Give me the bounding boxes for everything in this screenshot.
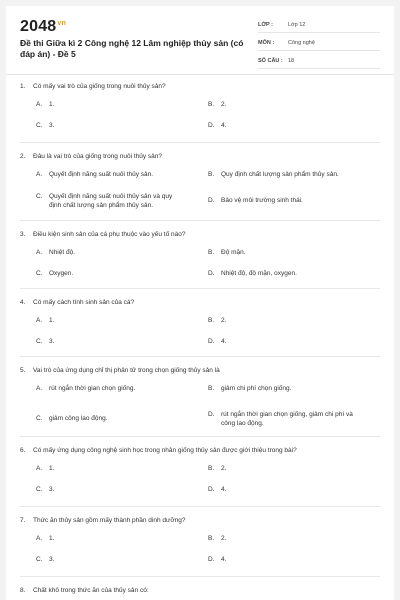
question-item <box>20 446 380 497</box>
meta-question-count <box>258 54 380 69</box>
option-letter: A. <box>36 317 43 324</box>
answer-option[interactable] <box>36 316 186 325</box>
option-letter: C. <box>36 556 43 563</box>
option-text: 4. <box>221 122 227 129</box>
site-logo[interactable] <box>20 18 66 36</box>
option-text: 4. <box>221 556 227 563</box>
answer-option[interactable] <box>36 485 186 494</box>
option-text: 2. <box>221 465 227 472</box>
option-letter: D. <box>208 270 215 277</box>
option-text: 2. <box>221 317 227 324</box>
question-item <box>20 82 380 133</box>
answer-option[interactable] <box>36 534 186 543</box>
option-letter: B. <box>208 317 215 324</box>
question-number: 4. <box>20 299 26 306</box>
question-number: 6. <box>20 447 26 454</box>
exam-meta <box>258 18 380 72</box>
answer-options <box>36 384 380 427</box>
question-text <box>20 82 380 91</box>
option-letter: C. <box>36 338 43 345</box>
question-divider <box>20 356 380 357</box>
option-letter: A. <box>36 249 43 256</box>
question-item <box>20 516 380 567</box>
option-text: 3. <box>49 556 55 563</box>
question-prompt: Đâu là vai trò của giống trong nuôi thủy sản? <box>33 153 163 160</box>
meta-value: Công nghệ <box>288 40 315 46</box>
option-text: 2. <box>221 101 227 108</box>
question-divider <box>20 506 380 507</box>
option-text: Nhiệt độ, độ mặn, oxygen. <box>221 270 297 277</box>
option-letter: C. <box>36 270 43 277</box>
meta-label: LỚP : <box>258 22 273 28</box>
question-text <box>20 366 380 375</box>
question-item <box>20 230 380 281</box>
option-text: rút ngắn thời gian chọn giống. <box>49 385 136 392</box>
question-prompt: Thức ăn thủy sản gồm mấy thành phần dinh dưỡng? <box>33 517 186 524</box>
option-letter: B. <box>208 385 215 392</box>
option-text: rút ngắn thời gian chọn giống, giảm chi phí và công lao động. <box>221 411 353 427</box>
option-text: 2. <box>221 535 227 542</box>
answer-option[interactable] <box>208 121 358 130</box>
answer-options <box>36 248 380 281</box>
question-item <box>20 586 380 600</box>
option-letter: A. <box>36 535 43 542</box>
option-letter: A. <box>36 465 43 472</box>
question-text <box>20 516 380 525</box>
question-divider <box>20 436 380 437</box>
option-letter: D. <box>208 486 215 493</box>
option-letter: D. <box>208 122 215 129</box>
answer-option[interactable] <box>36 414 186 423</box>
option-text: 3. <box>49 486 55 493</box>
answer-option[interactable] <box>208 555 358 564</box>
option-letter: B. <box>208 465 215 472</box>
option-text: Quyết định năng suất nuôi thủy sản. <box>49 171 154 178</box>
answer-option[interactable] <box>208 248 358 257</box>
exam-header <box>6 6 394 75</box>
answer-option[interactable] <box>208 196 358 205</box>
option-text: giảm công lao động. <box>49 415 108 422</box>
question-number: 5. <box>20 367 26 374</box>
page-title: Đề thi Giữa kì 2 Công nghệ 12 Lâm nghiệp thủy sản (có đáp án) - Đề 5 <box>20 38 244 59</box>
question-prompt: Chất khô trong thức ăn của thủy sản có: <box>33 587 149 594</box>
option-letter: D. <box>208 556 215 563</box>
answer-options <box>36 316 380 349</box>
answer-option[interactable] <box>36 337 186 346</box>
answer-option[interactable] <box>36 464 186 473</box>
answer-options <box>36 170 380 208</box>
question-item <box>20 152 380 208</box>
option-text: Quy định chất lượng sản phẩm thủy sản. <box>221 171 339 178</box>
option-letter: D. <box>208 197 215 204</box>
meta-label: MÔN : <box>258 40 275 46</box>
option-text: 1. <box>49 317 55 324</box>
answer-option[interactable] <box>208 100 358 109</box>
answer-option[interactable] <box>208 316 358 325</box>
question-number: 7. <box>20 517 26 524</box>
option-letter: B. <box>208 171 215 178</box>
answer-option[interactable] <box>36 555 186 564</box>
question-number: 2. <box>20 153 26 160</box>
answer-option[interactable] <box>36 384 186 393</box>
answer-option[interactable] <box>36 269 186 278</box>
option-text: Nhiệt độ. <box>49 249 76 256</box>
answer-options <box>36 534 380 567</box>
answer-option[interactable] <box>208 337 358 346</box>
option-letter: C. <box>36 193 43 200</box>
option-text: Quyết định năng suất nuôi thủy sản và quy định chất lượng sản phẩm thủy sản. <box>49 193 173 209</box>
option-text: 4. <box>221 486 227 493</box>
option-letter: A. <box>36 171 43 178</box>
question-item <box>20 298 380 349</box>
option-text: Oxygen. <box>49 270 74 277</box>
exam-page <box>6 6 394 600</box>
answer-option[interactable] <box>208 170 358 179</box>
answer-option[interactable] <box>208 410 358 428</box>
option-text: 3. <box>49 338 55 345</box>
question-divider <box>20 288 380 289</box>
question-number: 3. <box>20 231 26 238</box>
option-text: 1. <box>49 101 55 108</box>
answer-option[interactable] <box>36 192 186 210</box>
option-letter: B. <box>208 249 215 256</box>
answer-option[interactable] <box>36 248 186 257</box>
option-text: Bảo vệ môi trường sinh thái. <box>221 197 303 204</box>
meta-value: Lớp 12 <box>288 22 306 28</box>
option-letter: A. <box>36 101 43 108</box>
logo-suffix: vn <box>57 19 66 27</box>
question-text <box>20 446 380 455</box>
option-letter: C. <box>36 486 43 493</box>
option-letter: C. <box>36 122 43 129</box>
question-text <box>20 586 380 595</box>
answer-option[interactable] <box>208 464 358 473</box>
option-letter: D. <box>208 338 215 345</box>
option-text: 1. <box>49 465 55 472</box>
option-letter: C. <box>36 415 43 422</box>
question-divider <box>20 220 380 221</box>
option-text: 3. <box>49 122 55 129</box>
meta-label: SỐ CÂU : <box>258 58 283 64</box>
answer-options <box>36 100 380 133</box>
option-text: giảm chi phí chọn giống. <box>221 385 292 392</box>
meta-subject <box>258 36 380 51</box>
question-prompt: Có mấy vai trò của giống trong nuôi thủy sản? <box>33 83 166 90</box>
answer-option[interactable] <box>208 534 358 543</box>
meta-value: 18 <box>288 58 295 64</box>
meta-class <box>258 18 380 33</box>
answer-options <box>36 464 380 497</box>
option-letter: B. <box>208 535 215 542</box>
answer-option[interactable] <box>208 485 358 494</box>
answer-option[interactable] <box>208 269 358 278</box>
answer-option[interactable] <box>36 170 186 179</box>
logo-text: 2048 <box>20 18 57 35</box>
question-prompt: Có mấy ứng dụng công nghệ sinh học trong nhân giống thủy sản được giới thiệu trong bài? <box>33 447 297 454</box>
option-letter: A. <box>36 385 43 392</box>
question-divider <box>20 576 380 577</box>
option-text: Độ mặn. <box>221 249 246 256</box>
option-letter: B. <box>208 101 215 108</box>
answer-option[interactable] <box>208 384 358 393</box>
question-text <box>20 298 380 307</box>
answer-option[interactable] <box>36 100 186 109</box>
question-text <box>20 152 380 161</box>
option-text: 1. <box>49 535 55 542</box>
question-prompt: Có mấy cách tính sinh sản của cá? <box>33 299 135 306</box>
question-number: 1. <box>20 83 26 90</box>
question-divider <box>20 142 380 143</box>
question-prompt: Vai trò của ứng dụng chỉ thị phân tử trong chọn giống thủy sản là <box>33 367 220 374</box>
option-letter: D. <box>208 411 215 418</box>
answer-option[interactable] <box>36 121 186 130</box>
question-text <box>20 230 380 239</box>
question-number: 8. <box>20 587 26 594</box>
option-text: 4. <box>221 338 227 345</box>
question-prompt: Điều kiện sinh sản của cá phụ thuộc vào yếu tố nào? <box>33 231 186 238</box>
question-item <box>20 366 380 427</box>
